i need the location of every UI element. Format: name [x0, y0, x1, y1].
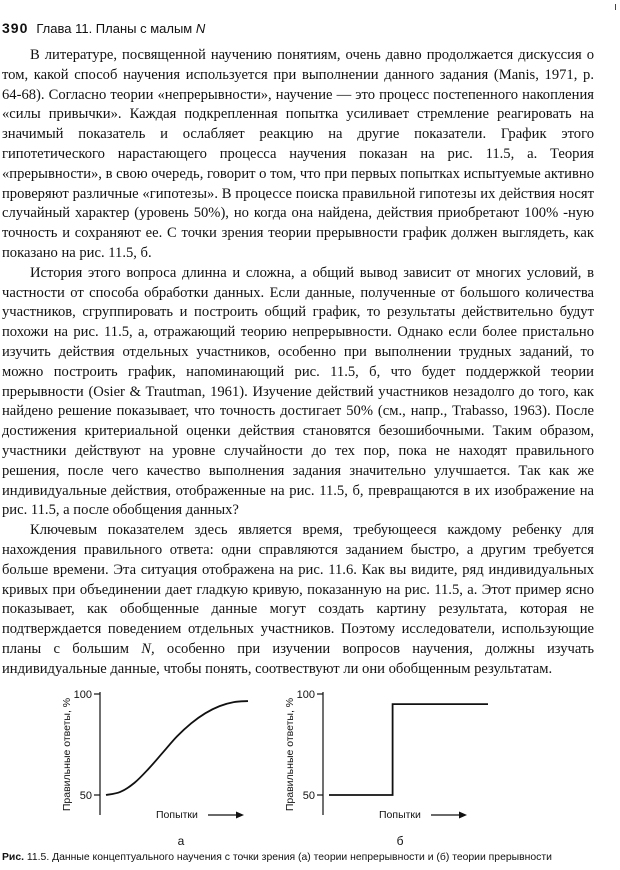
series-line-b	[329, 704, 488, 795]
y-tick-label-a-100: 100	[73, 689, 92, 701]
x-arrow-head-a	[236, 812, 244, 819]
paragraph-3-n: N,	[141, 640, 155, 657]
paragraph-3-start: Ключевым показателем здесь является время, требующееся каждому ребенку для нахождения правильного ответа: одни справляются заданием быстро, а другим требуется больше времени. Эта ситуация отображена на рис. 11.6. Как вы видите, ряд индивидуальных кривых при объединении дает гладкую кривую, показанную на рис. 11.5, а. Этот пример ясно показывает, как обобщенные данные могут создать картину результата, которая не подтверждается поведением отдельных участников. Поэтому исследователи, использующие планы с большим	[2, 522, 594, 657]
caption-number: 11.5.	[26, 852, 50, 863]
caption-text: Данные концептуального научения с точки зрения (а) теории непрерывности и (б) теории прерывности	[52, 852, 552, 863]
panel-label-b: б	[396, 834, 404, 848]
chapter-title-n: N	[195, 21, 206, 36]
series-line-a	[106, 701, 248, 795]
running-header	[2, 20, 205, 36]
y-axis-label-a: Правильные ответы, %	[61, 697, 73, 812]
paragraph-1: В литературе, посвященной научению понятиям, очень давно продолжается дискуссия о том, какой способ научения используется при выполнении данного задания (Manis, 1971, р. 64-68). Согласно теории «непрерывности», научение — это процесс постепенного накопления «силы привычки». Каждая подкрепленная попытка усиливает стремление реагировать на значимый показатель и ослабляет реакцию на другие показатели. График этого гипотетического нарастающего процесса научения показан на рис. 11.5, а. Теория «прерывности», в свою очередь, говорит о том, что при первых попытках испытуемые активно проверяют различные «гипотезы». В процессе поиска правильной гипотезы их действия носят случайный характер (уровень 50%), но когда она найдена, действия приобретают 100% -ную точность и сохраняют ее. С точки зрения теории прерывности график должен выглядеть, как показано на рис. 11.5, б.	[2, 47, 594, 261]
figure-caption	[2, 852, 618, 863]
chapter-title: Глава 11. Планы с малым	[36, 21, 193, 36]
body-text	[2, 46, 594, 680]
paragraph-3	[2, 521, 594, 679]
page-number: 390	[2, 20, 29, 36]
y-axis-label-b: Правильные ответы, %	[284, 697, 296, 812]
caption-label: Рис.	[2, 852, 24, 863]
y-tick-label-b-50: 50	[302, 790, 315, 802]
paragraph-2: История этого вопроса длинна и сложна, а общий вывод зависит от многих условий, в частности от способа обработки данных. Если данные, полученные от большого количества участников, сгруппировать и построить общий график, то результаты действительно будут похожи на рис. 11.5, а, отражающий теорию непрерывности. Однако если более пристально изучить действия отдельных участников, особенно при выполнении трудных заданий, то можно построить график, напоминающий рис. 11.5, б, что будет поддержкой теории прерывности (Osier & Trautman, 1961). Изучение действий участников незадолго до того, как найдено решение показывает, что точность достигает 50% (см., напр., Trabasso, 1963). После достижения критериальной оценки действия становятся безошибочными. Таким образом, участники действуют на уровне случайности до тех пор, пока не находят правильного решения, после чего качество выполнения задания значительно улучшается. Так как же индивидуальные действия, отображенные на рис. 11.5, б, превращаются в их изображение на рис. 11.5, а после обобщения данных?	[2, 264, 594, 519]
x-arrow-head-b	[459, 812, 467, 819]
y-tick-label-b-100: 100	[296, 689, 315, 701]
corner-mark	[615, 4, 616, 10]
panel-label-a: а	[177, 834, 185, 848]
paragraph-3-end: особенно при изучении вопросов научения, должны изучать индивидуальные данные, чтобы понять, соотвествуют ли они обобщенным результатам.	[2, 640, 594, 677]
y-tick-label-a-50: 50	[79, 790, 92, 802]
figure-11-5	[0, 680, 620, 870]
x-axis-label-a: Попытки	[156, 809, 198, 821]
x-axis-label-b: Попытки	[379, 809, 421, 821]
figure-canvas	[0, 680, 620, 852]
